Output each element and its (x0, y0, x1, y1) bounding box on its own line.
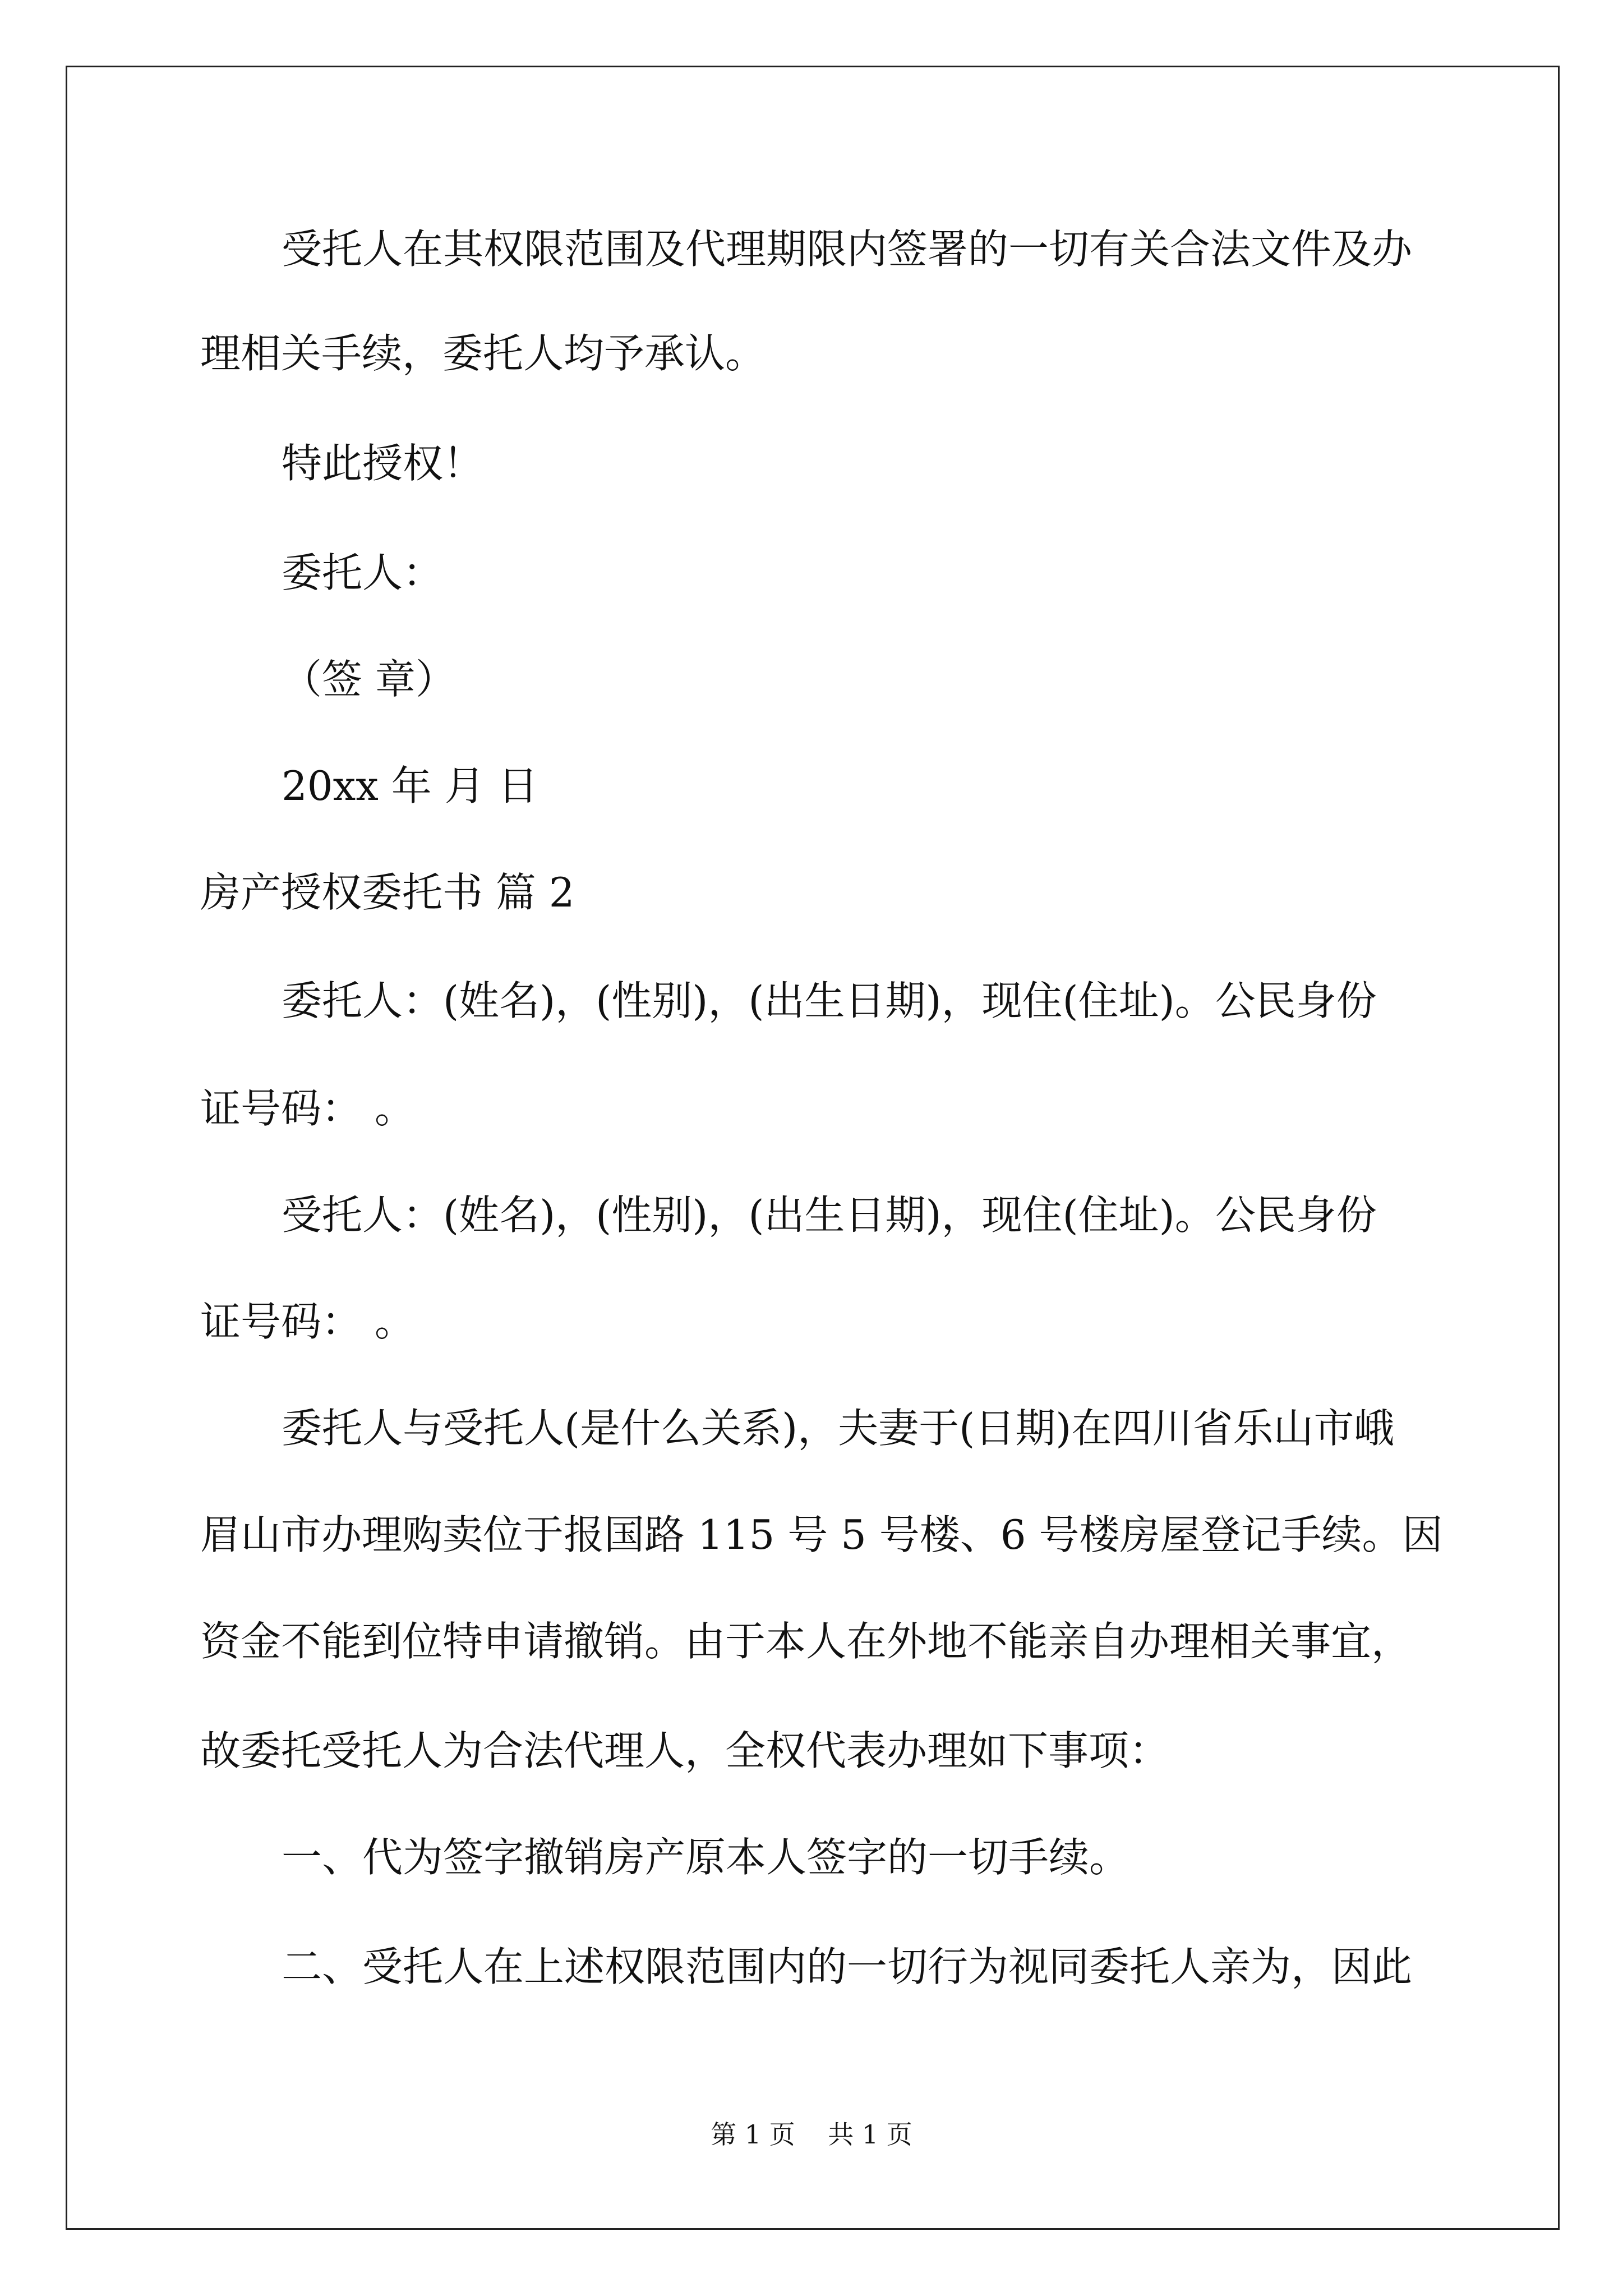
paragraph-line: 眉山市办理购卖位于报国路 115 号 5 号楼、6 号楼房屋登记手续。因 (200, 1511, 1443, 1558)
paragraph-line: 故委托受托人为合法代理人，全权代表办理如下事项： (200, 1727, 1170, 1774)
paragraph-line: 二、受托人在上述权限范围内的一切行为视同委托人亲为，因此 (282, 1943, 1413, 1990)
paragraph-line: 受托人：(姓名)，(性别)，(出生日期)，现住(住址)。公民身份 (282, 1191, 1377, 1239)
paragraph-line: 理相关手续，委托人均予承认。 (200, 330, 766, 377)
page-border (66, 66, 1560, 2230)
paragraph-line: 证号码： 。 (200, 1298, 415, 1345)
date-line: 20xx 年 月 日 (282, 762, 538, 809)
paragraph-line: 委托人与受托人(是什么关系)，夫妻于(日期)在四川省乐山市峨 (282, 1405, 1395, 1452)
section-heading: 房产授权委托书 篇 2 (200, 869, 575, 916)
paragraph-line: 资金不能到位特申请撤销。由于本人在外地不能亲自办理相关事宜， (200, 1618, 1412, 1665)
paragraph-line: 一、代为签字撤销房产原本人签字的一切手续。 (282, 1834, 1130, 1881)
signature-line: （签 章） (282, 656, 456, 703)
paragraph-line: 受托人在其权限范围及代理期限内签署的一切有关合法文件及办 (282, 226, 1413, 273)
paragraph-line: 委托人：(姓名)，(性别)，(出生日期)，现住(住址)。公民身份 (282, 977, 1377, 1024)
paragraph-line: 证号码： 。 (200, 1085, 415, 1132)
page-footer: 第 1 页 共 1 页 (711, 2119, 912, 2150)
paragraph-line: 特此授权！ (282, 440, 484, 487)
paragraph-line: 委托人： (282, 549, 444, 596)
